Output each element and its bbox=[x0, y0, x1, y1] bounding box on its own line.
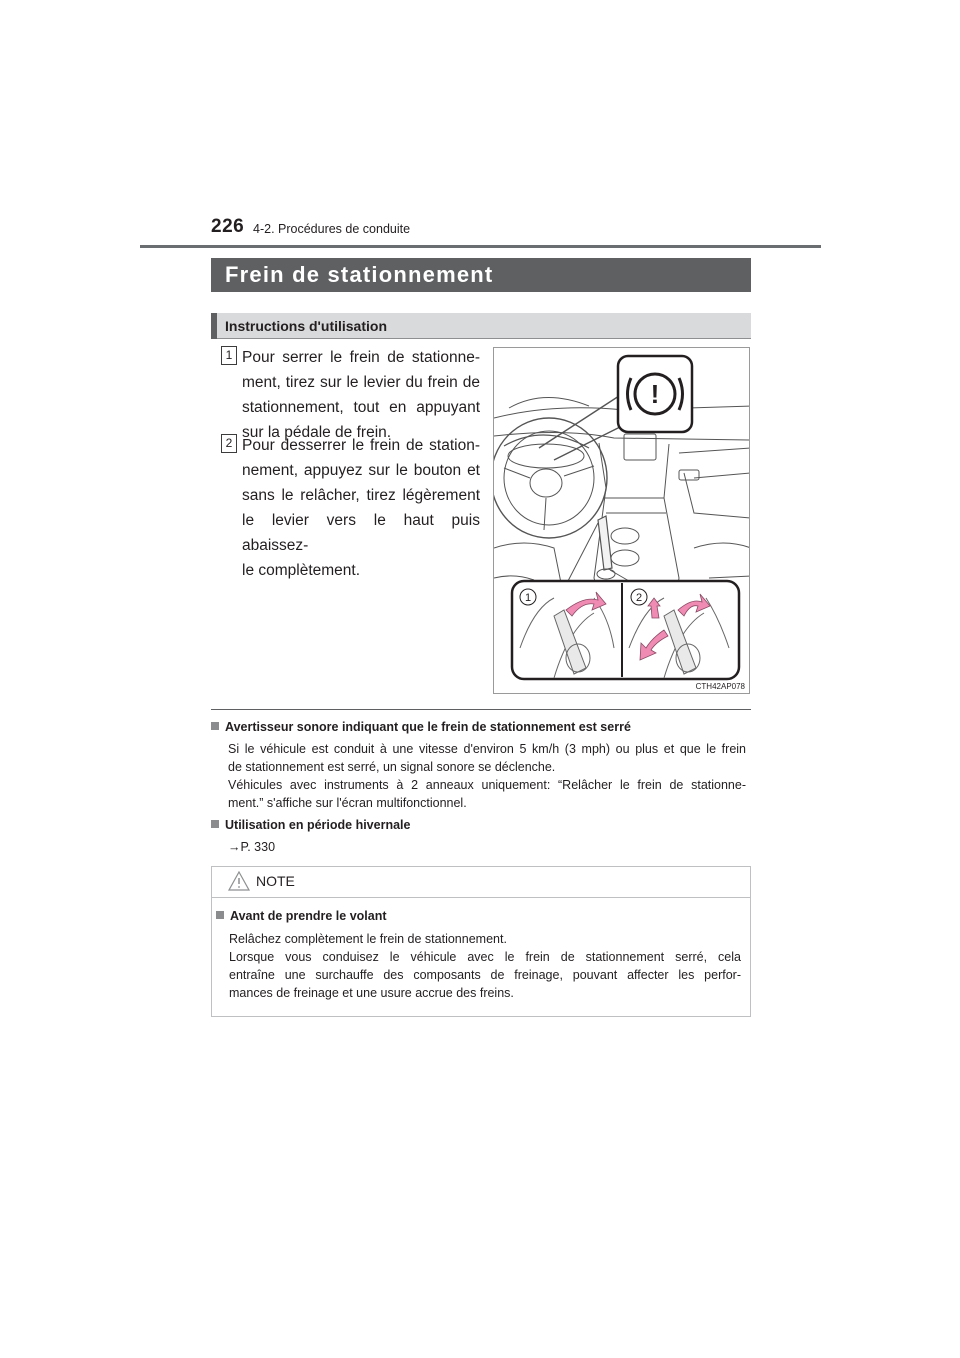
bullet-square-icon bbox=[216, 911, 224, 919]
note-1-heading: Avertisseur sonore indiquant que le frein de stationnement est serré bbox=[225, 720, 631, 734]
step-2-line: sans le relâcher, tirez légèrement bbox=[242, 487, 480, 504]
bullet-square-icon bbox=[211, 820, 219, 828]
step-1-line: ment, tirez sur le levier du frein de bbox=[242, 374, 480, 391]
step-1-line: stationnement, tout en appuyant bbox=[242, 399, 480, 416]
caution-triangle-icon bbox=[228, 871, 250, 891]
subtitle-text: Instructions d'utilisation bbox=[225, 318, 387, 334]
note-box-label: NOTE bbox=[256, 873, 295, 889]
callout-2: 2 bbox=[635, 592, 643, 604]
note-1-line: ment.” s'affiche sur l'écran multifonctionnel. bbox=[228, 796, 467, 810]
step-number-1: 1 bbox=[221, 346, 237, 365]
note-1-line: Si le véhicule est conduit à une vitesse d'environ 5 km/h (3 mph) ou plus et que le frein bbox=[228, 742, 746, 756]
step-number-2: 2 bbox=[221, 434, 237, 453]
step-1-line: sur la pédale de frein. bbox=[242, 424, 392, 441]
step-2-line: le complètement. bbox=[242, 562, 361, 579]
caution-line: Lorsque vous conduisez le véhicule avec le frein de stationnement serré, cela bbox=[229, 950, 741, 964]
subtitle-bar bbox=[211, 313, 751, 339]
header-rule bbox=[140, 245, 821, 248]
note-1-line: Véhicules avec instruments à 2 anneaux uniquement: “Relâcher le frein de stationne- bbox=[228, 778, 746, 792]
section-reference: 4-2. Procédures de conduite bbox=[253, 222, 411, 236]
step-2-line: nement, appuyez sur le bouton et bbox=[242, 462, 480, 479]
figure-code: CTH42AP078 bbox=[695, 682, 745, 691]
note-box-header bbox=[212, 867, 750, 898]
note-1-line: de stationnement est serré, un signal sonore se déclenche. bbox=[228, 760, 556, 774]
step-1-text bbox=[242, 345, 480, 445]
illustration-svg bbox=[494, 348, 750, 694]
note-2-heading: Utilisation en période hivernale bbox=[225, 818, 411, 832]
caution-heading: Avant de prendre le volant bbox=[230, 909, 387, 923]
caution-body bbox=[229, 930, 741, 1002]
note-2-body bbox=[228, 838, 746, 856]
page-reference-link[interactable]: →P. 330 bbox=[228, 840, 276, 854]
page-title: Frein de stationnement bbox=[225, 262, 494, 287]
warning-symbol-text: ! bbox=[650, 379, 660, 409]
callout-1: 1 bbox=[524, 592, 532, 604]
subtitle-accent bbox=[211, 313, 217, 339]
title-bar bbox=[211, 258, 751, 292]
step-1-line: Pour serrer le frein de stationne- bbox=[242, 349, 480, 366]
caution-line: entraîne une surchauffe des composants de freinage, pouvant affecter les perfor- bbox=[229, 968, 741, 982]
step-2-line: le levier vers le haut puis abaissez- bbox=[242, 512, 480, 554]
step-2-text bbox=[242, 433, 480, 583]
note-box bbox=[211, 866, 751, 1017]
step-2-line: Pour desserrer le frein de station- bbox=[242, 437, 480, 454]
caution-line: Relâchez complètement le frein de stationnement. bbox=[229, 932, 507, 946]
page-number: 226 bbox=[211, 216, 245, 237]
note-1-heading-row bbox=[211, 720, 631, 734]
caution-line: mances de freinage et une usure accrue des freins. bbox=[229, 986, 514, 1000]
caution-heading-row bbox=[216, 909, 387, 923]
parking-brake-illustration bbox=[493, 347, 750, 694]
note-1-body bbox=[228, 740, 746, 812]
note-2-heading-row bbox=[211, 818, 410, 832]
section-divider bbox=[211, 709, 751, 710]
bullet-square-icon bbox=[211, 722, 219, 730]
